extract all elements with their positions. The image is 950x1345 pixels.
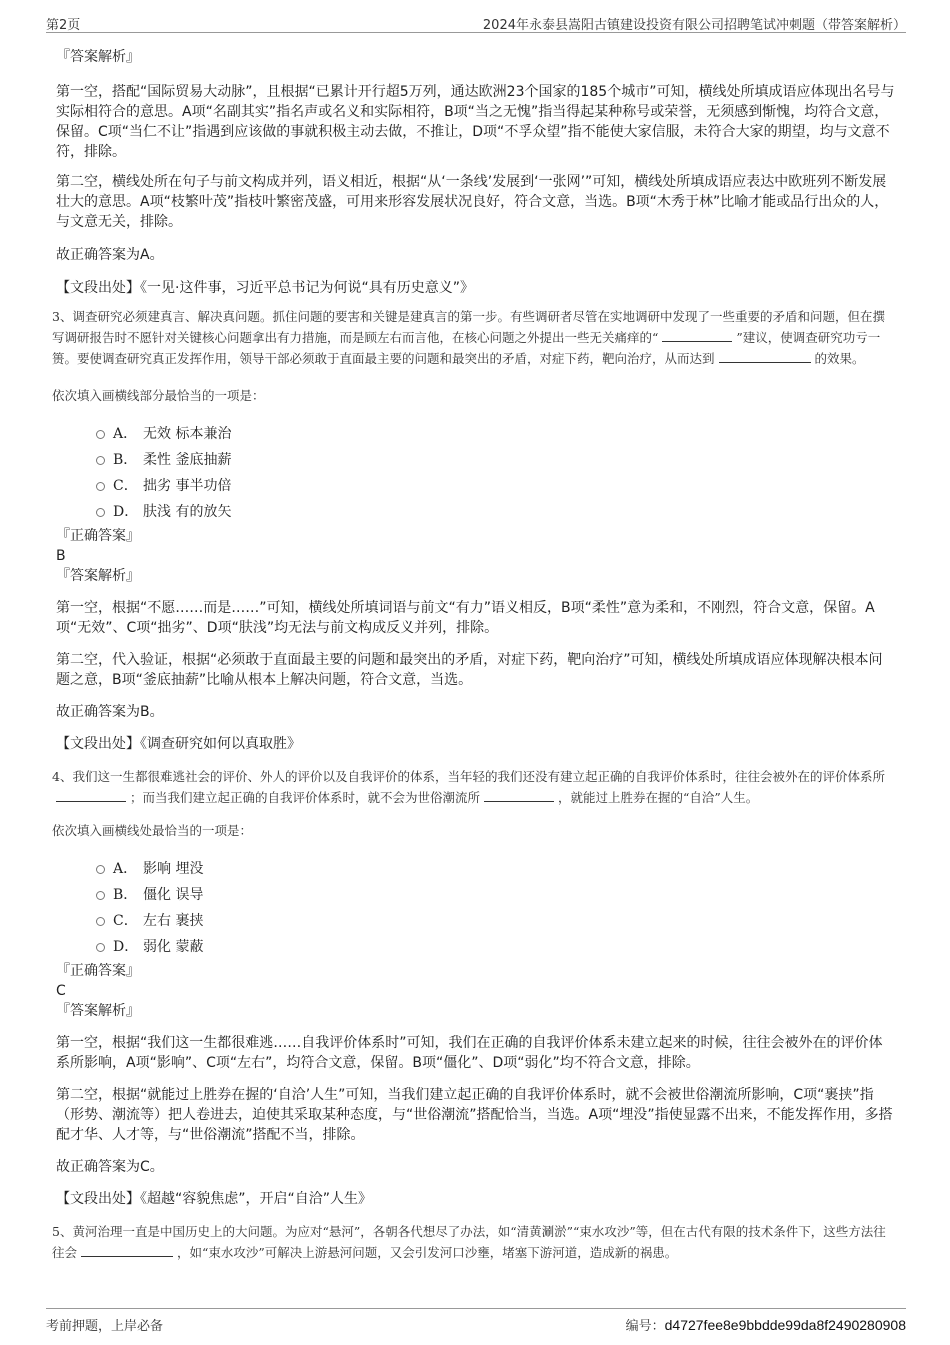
correct-answer: B xyxy=(56,548,66,564)
answer-blank xyxy=(81,1242,173,1257)
analysis-paragraph: 第一空，根据“不愿……而是……”可知，横线处所填词语与前文“有力”语义相反，B项“柔性”意为柔和，不刚烈，符合文意，保留。A项“无效”、C项“拙劣”、D项“肤浅”均无法与前文构成反义并列，排除。 xyxy=(56,600,875,636)
analysis-paragraph: 第一空，根据“我们这一生都很难逃……自我评价体系时”可知，我们在正确的自我评价体系未建立起来的时候，往往会被外在的评价体系所影响，A项“影响”、C项“左右”，均符合文意，保留。B项“僵化”、D项“弱化”均不符合文意，排除。 xyxy=(56,1035,883,1071)
analysis-paragraph: 第二空，根据“就能过上胜券在握的‘自洽’人生”可知，当我们建立起正确的自我评价体系时，就不会被世俗潮流所影响，C项“裹挟”指（形势、潮流等）把人卷进去，迫使其采取某种态度，与“世俗潮流”搭配恰当，当选。A项“埋没”指使显露不出来，不能发挥作用，多搭配才华、人才等，与“世俗潮流”搭配不当，排除。 xyxy=(56,1087,893,1143)
radio-icon[interactable] xyxy=(96,943,105,952)
correct-answer-label: 『正确答案』 xyxy=(56,528,140,544)
radio-icon[interactable] xyxy=(96,917,105,926)
option-c[interactable]: C． 拙劣 事半功倍 xyxy=(96,473,896,499)
conclusion: 故正确答案为C。 xyxy=(56,1159,164,1175)
page-footer xyxy=(46,1308,906,1333)
option-list xyxy=(56,421,896,525)
option-b[interactable]: B． 僵化 误导 xyxy=(96,882,896,908)
page-header xyxy=(46,10,906,33)
analysis-label: 『答案解析』 xyxy=(56,1003,140,1019)
source-citation: 【文段出处】《一见·这件事，习近平总书记为何说“具有历史意义”》 xyxy=(56,280,474,296)
question-instruction: 依次填入画横线处最恰当的一项是： xyxy=(52,823,253,838)
conclusion: 故正确答案为A。 xyxy=(56,247,164,263)
option-b[interactable]: B． 柔性 釜底抽薪 xyxy=(96,447,896,473)
document-title: 2024年永泰县嵩阳古镇建设投资有限公司招聘笔试冲刺题（带答案解析） xyxy=(482,18,906,33)
radio-icon[interactable] xyxy=(96,430,105,439)
answer-blank xyxy=(719,348,811,363)
page-number: 第2页 xyxy=(46,18,81,33)
analysis-paragraph: 第一空，搭配“国际贸易大动脉”，且根据“已累计开行超5万列，通达欧洲23个国家的185个城市”可知，横线处所填成语应体现出名号与实际相符合的意思。A项“名副其实”指名声或名义和实际相符，B项“当之无愧”指当得起某种称号或荣誉，无须感到惭愧，均符合文意，保留。C项“当仁不让”指遇到应该做的事就积极主动去做，不推让，D项“不孚众望”指不能使大家信服，未符合大家的期望，均与文意不符，排除。 xyxy=(56,84,895,160)
question-stem: 3、调查研究必须建真言、解决真问题。抓住问题的要害和关键是建真言的第一步。有些调研者尽管在实地调研中发现了一些重要的矛盾和问题，但在撰写调研报告时不愿针对关键核心问题拿出有力措施，而是顾左右而言他，在核心问题之外提出一些无关痛痒的“ ”建议，使调查研究功亏一篑。要使调查研究真正发挥作用，领导干部必须敢于直面最主要的问题和最突出的矛盾，对症下药，靶向治疗，从而达到 的效果。 xyxy=(52,309,885,366)
answer-blank xyxy=(662,327,732,342)
option-d[interactable]: D． 弱化 蒙蔽 xyxy=(96,934,896,960)
radio-icon[interactable] xyxy=(96,865,105,874)
question-stem: 5、黄河治理一直是中国历史上的大问题。为应对“悬河”，各朝各代想尽了办法，如“清黄涮淤”“束水攻沙”等，但在古代有限的技术条件下，这些方法往往会 ，如“束水攻沙”可解决上游悬河问题，又会引发河口沙壅，堵塞下游河道，造成新的祸患。 xyxy=(52,1224,886,1260)
radio-icon[interactable] xyxy=(96,482,105,491)
radio-icon[interactable] xyxy=(96,456,105,465)
option-d[interactable]: D． 肤浅 有的放矢 xyxy=(96,499,896,525)
source-citation: 【文段出处】《超越“容貌焦虑”，开启“自洽”人生》 xyxy=(56,1191,373,1207)
option-a[interactable]: A． 影响 埋没 xyxy=(96,856,896,882)
source-citation: 【文段出处】《调查研究如何以真取胜》 xyxy=(56,736,301,752)
radio-icon[interactable] xyxy=(96,891,105,900)
footer-slogan: 考前押题，上岸必备 xyxy=(46,1319,164,1334)
analysis-label: 『答案解析』 xyxy=(56,568,140,584)
correct-answer: C xyxy=(56,983,66,999)
document-code: 编号：d4727fee8e9bbdde99da8f2490280908 xyxy=(625,1317,906,1334)
option-list xyxy=(56,856,896,960)
option-c[interactable]: C． 左右 裹挟 xyxy=(96,908,896,934)
document-body xyxy=(52,44,896,1263)
radio-icon[interactable] xyxy=(96,508,105,517)
analysis-paragraph: 第二空，代入验证，根据“必须敢于直面最主要的问题和最突出的矛盾，对症下药，靶向治疗”可知，横线处所填成语应体现解决根本问题之意，B项“釜底抽薪”比喻从根本上解决问题，符合文意，当选。 xyxy=(56,652,883,688)
option-a[interactable]: A． 无效 标本兼治 xyxy=(96,421,896,447)
conclusion: 故正确答案为B。 xyxy=(56,704,164,720)
analysis-paragraph: 第二空，横线处所在句子与前文构成并列，语义相近，根据“从‘一条线’发展到‘一张网’”可知，横线处所填成语应表达中欧班列不断发展壮大的意思。A项“枝繁叶茂”指枝叶繁密茂盛，可用来形容发展状况良好，符合文意，当选。B项“木秀于林”比喻才能或品行出众的人，与文意无关，排除。 xyxy=(56,174,889,230)
answer-blank xyxy=(56,787,126,802)
correct-answer-label: 『正确答案』 xyxy=(56,963,140,979)
question-stem: 4、我们这一生都很难逃社会的评价、外人的评价以及自我评价的体系，当年轻的我们还没有建立起正确的自我评价体系时，往往会被外在的评价体系所；而当我们建立起正确的自我评价体系时，就不会为世俗潮流所 ，就能过上胜券在握的“自洽”人生。 xyxy=(52,769,885,805)
analysis-label: 『答案解析』 xyxy=(56,49,140,65)
answer-blank xyxy=(484,787,554,802)
question-instruction: 依次填入画横线部分最恰当的一项是： xyxy=(52,388,265,403)
